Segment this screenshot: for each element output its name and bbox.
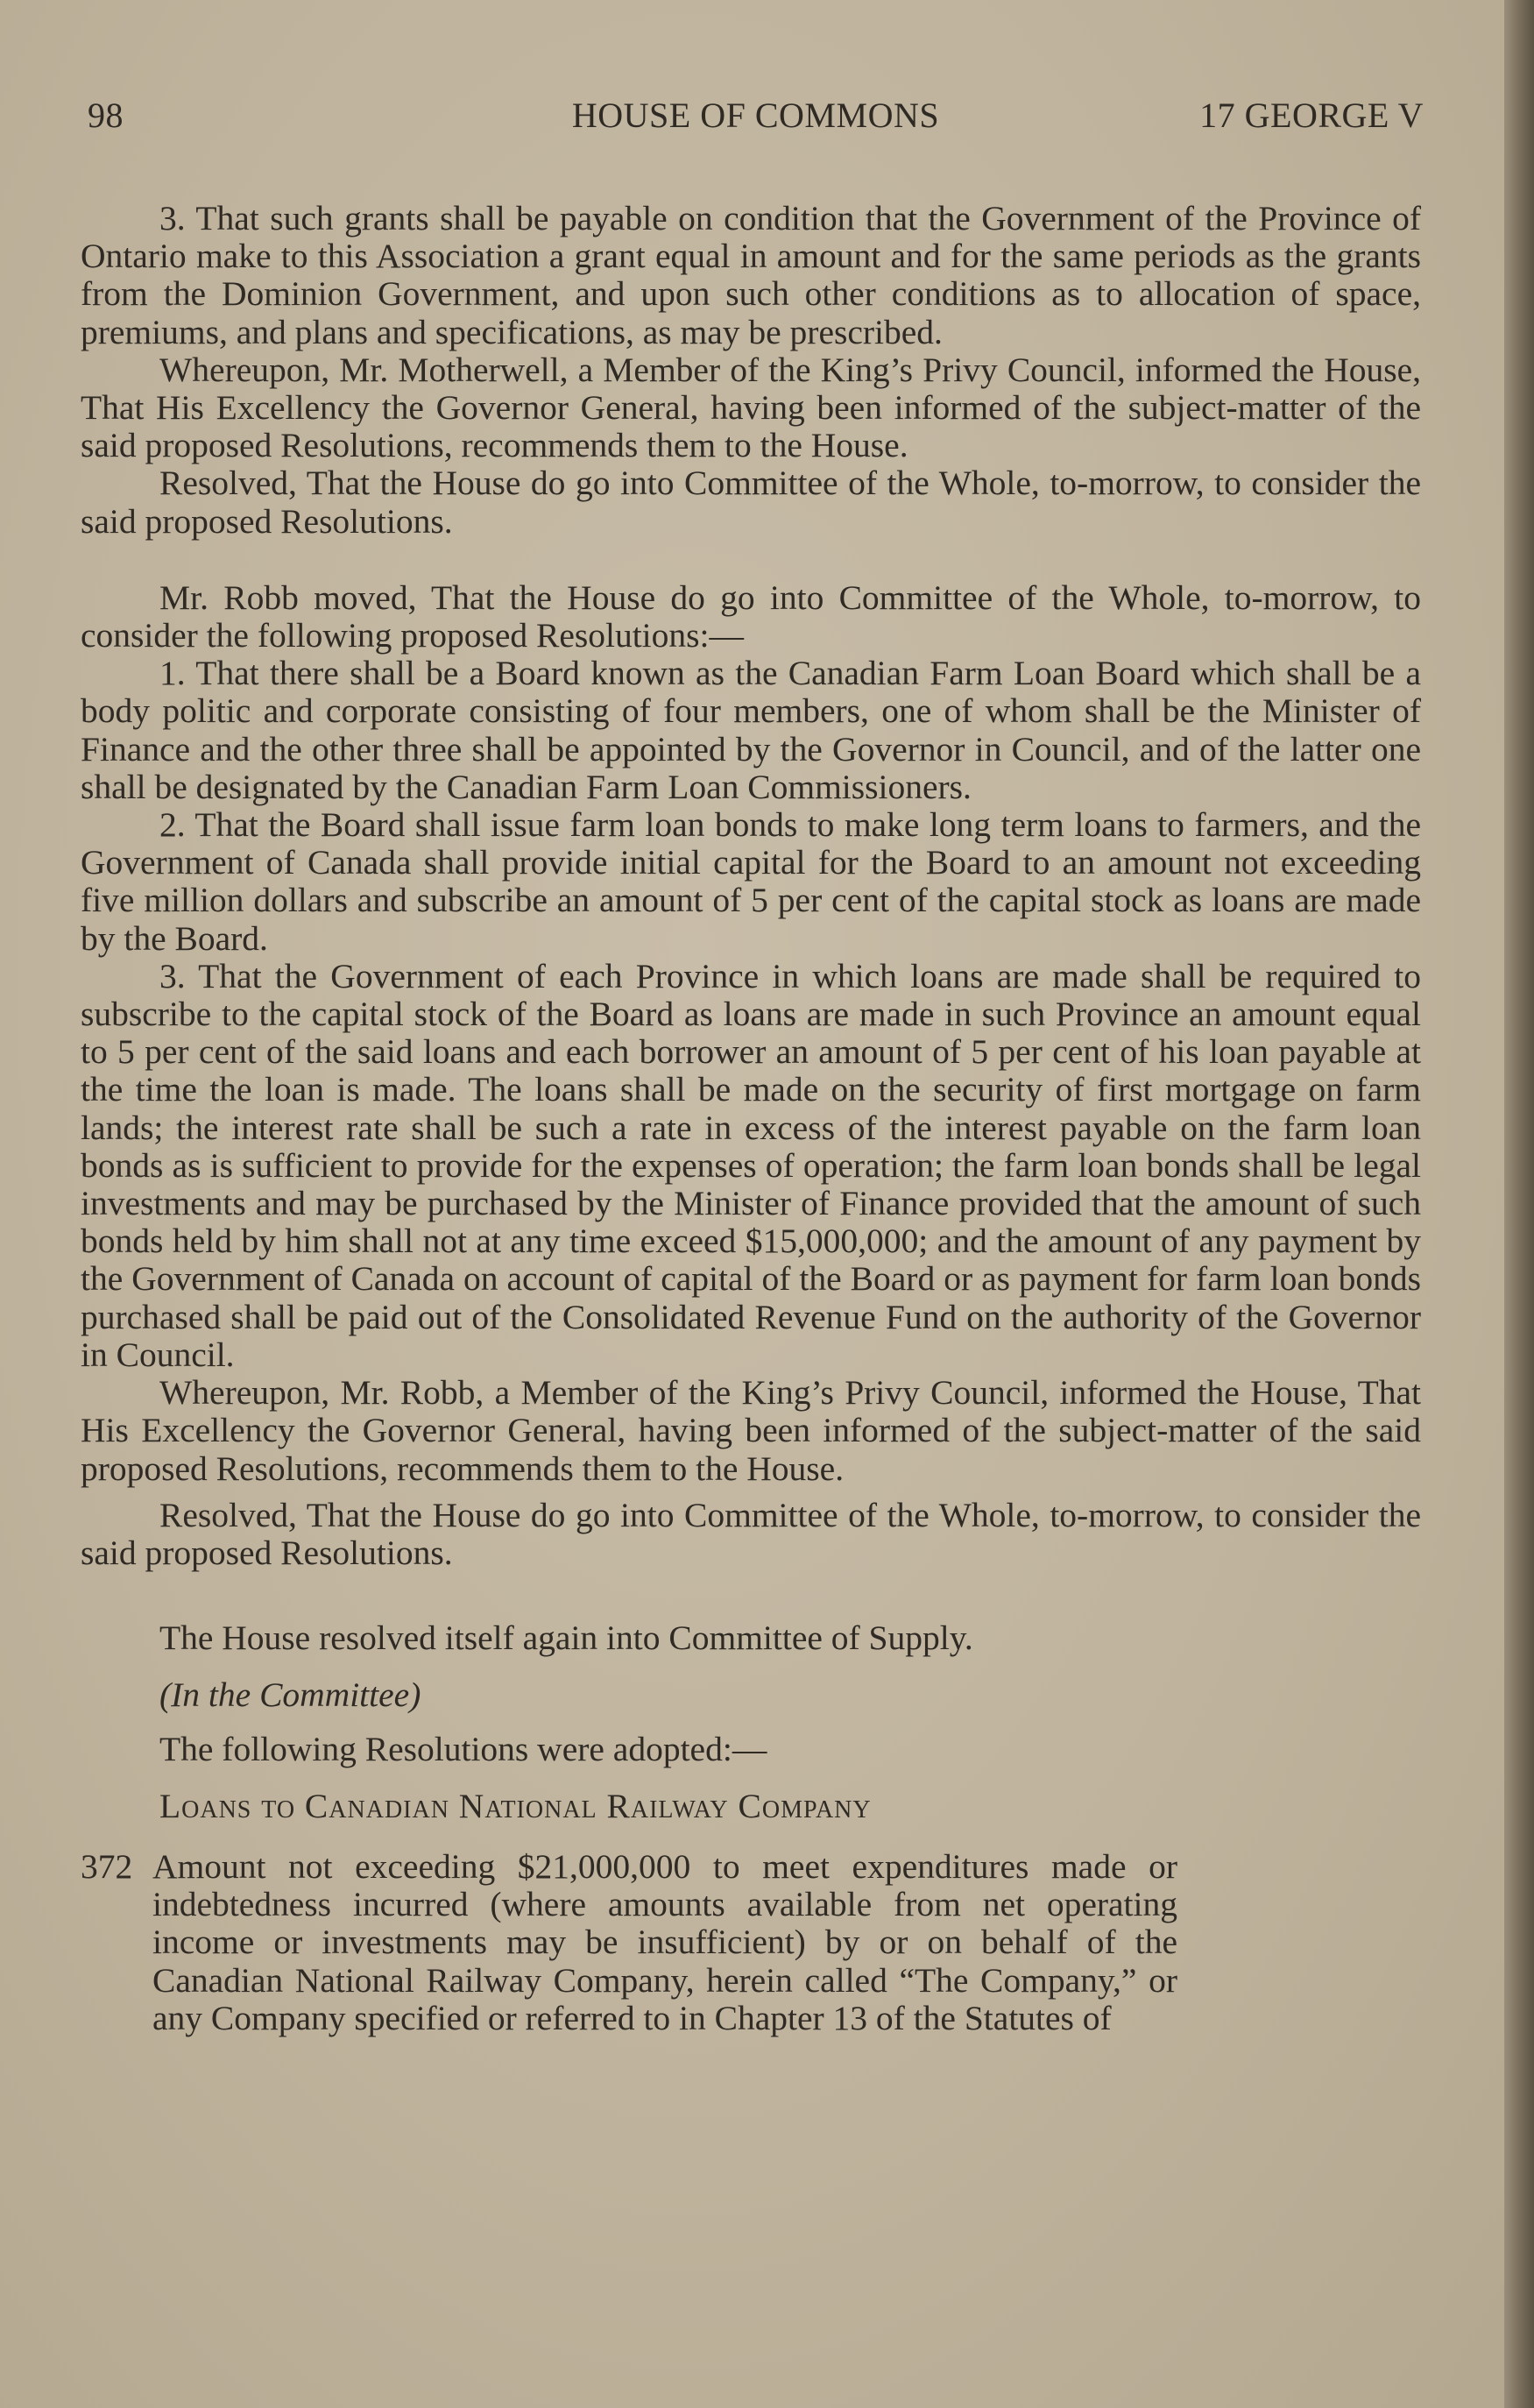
header-session: 17 GEORGE V xyxy=(1199,96,1424,135)
paragraph-grants-condition: 3. That such grants shall be payable on condition that the Government of the Province of Ontario make to this Association a grant equal in amount and for the same periods as the grants from the Dominion Government, and upon such other conditions as to allocation of space, premiums, and plans and specifications, as may be prescribed. xyxy=(81,199,1421,351)
paragraph-robb-recommends: Whereupon, Mr. Robb, a Member of the King’s Privy Council, informed the House, That His Excellency the Governor General, having been informed of the subject-matter of the said proposed Resolutions, recommends them to the House. xyxy=(81,1373,1421,1488)
paragraph-motherwell-recommends: Whereupon, Mr. Motherwell, a Member of the King’s Privy Council, informed the House, That His Excellency the Governor General, having been informed of the subject-matter of the said proposed Resolutions, recommends them to the House. xyxy=(81,350,1421,465)
page-number: 98 xyxy=(88,96,124,135)
committee-heading: (In the Committee) xyxy=(159,1675,421,1715)
paragraph-resolution-1: 1. That there shall be a Board known as the Canadian Farm Loan Board which shall be a body politic and corporate consisting of four members, one of whom shall be the Minister of Finance and the other three shall be appointed by the Governor in Council, and of the latter one shall be designated by the Canadian Farm Loan Commissioners. xyxy=(81,654,1421,806)
vote-372 xyxy=(81,1848,1421,2037)
paragraph-resolved-first: Resolved, That the House do go into Committee of the Whole, to-morrow, to consider the said proposed Resolutions. xyxy=(81,464,1421,541)
header-title: HOUSE OF COMMONS xyxy=(571,96,940,135)
page-body xyxy=(81,200,1421,2037)
paragraph-robb-moved: Mr. Robb moved, That the House do go into Committee of the Whole, to-morrow, to consider the following proposed Resolutions:— xyxy=(81,577,1421,655)
vote-number: 372 xyxy=(81,1846,133,1886)
paragraph-resolution-2: 2. That the Board shall issue farm loan bonds to make long term loans to farmers, and the Government of Canada shall provide initial capital for the Board to an amount not exceeding five million dollars and subscribe an amount of 5 per cent of the capital stock as loans are made by the Board. xyxy=(81,805,1421,958)
section-heading: Loans to Canadian National Railway Company xyxy=(159,1786,872,1825)
adopted-line: The following Resolutions were adopted:— xyxy=(159,1729,767,1768)
paragraph-resolved-second: Resolved, That the House do go into Committee of the Whole, to-morrow, to consider the said proposed Resolutions. xyxy=(81,1495,1421,1572)
running-header xyxy=(88,95,1424,147)
book-spine-edge xyxy=(1504,0,1534,2408)
paragraph-resolution-3: 3. That the Government of each Province in which loans are made shall be required to subscribe to the capital stock of the Board as loans are made in such Province an amount equal to 5 per cent of the said loans and each borrower an amount of 5 per cent of his loan payable at the time the loan is made. The loans shall be made on the security of first mortgage on farm lands; the interest rate shall be such a rate in excess of the interest payable on the farm loan bonds as is sufficient to provide for the expenses of operation; the farm loan bonds shall be legal investments and may be purchased by the Minister of Finance provided that the amount of such bonds held by him shall not at any time exceed $15,000,000; and the amount of any payment by the Government of Canada on account of capital of the Board or as payment for farm loan bonds purchased shall be paid out of the Consolidated Revenue Fund on the authority of the Governor in Council. xyxy=(81,956,1421,1374)
vote-text: Amount not exceeding $21,000,000 to meet expenditures made or indebtedness incurred (where amounts available from net operating income or investments may be insufficient) by or on behalf of the Canadian National Railway Company, herein called “The Company,” or any Company specified or referred to in Chapter 13 of the Statutes of xyxy=(152,1846,1177,2037)
paragraph-committee-of-supply: The House resolved itself again into Committee of Supply. xyxy=(159,1618,973,1658)
